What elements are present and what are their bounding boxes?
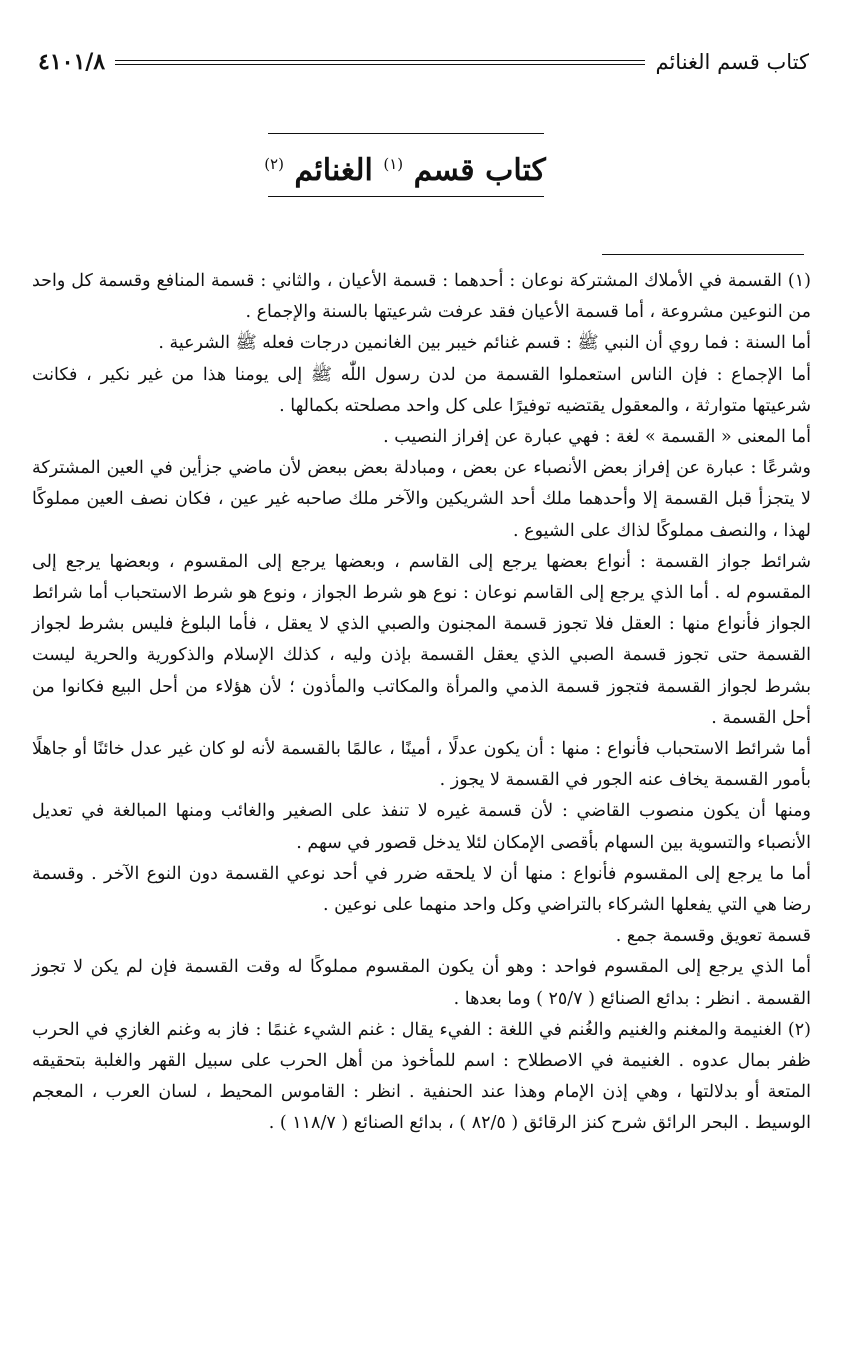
footnote-paragraph: أما المعنى « القسمة » لغة : فهي عبارة عن إفراز النصيب . bbox=[383, 427, 811, 448]
footnotes bbox=[32, 266, 811, 1140]
chapter-rule-bottom bbox=[268, 196, 544, 197]
footnote-paragraph: وشرعًا : عبارة عن إفراز بعض الأنصباء عن بعض ، ومبادلة بعض ببعض لأن ماضي جزأين في العين المشتركة لا يتجزأ قبل القسمة إلا وأحدهما ملك أحد الشريكين والآخر ملك صاحبه غير عين ، فكان نصف العين مملوكًا لهذا ، والنصف مملوكًا لذاك على الشيوع . bbox=[32, 458, 811, 541]
header-rule-line bbox=[115, 64, 645, 65]
footnote-paragraph: أما السنة : فما روي أن النبي ﷺ : قسم غنائم خيبر بين الغانمين درجات فعله ﷺ الشرعية . bbox=[158, 333, 811, 354]
footnote-paragraph: قسمة تعويق وقسمة جمع . bbox=[615, 926, 811, 947]
running-header bbox=[38, 46, 809, 78]
footnote-paragraph: (١) القسمة في الأملاك المشتركة نوعان : أحدهما : قسمة الأعيان ، والثاني : قسمة المنافع وقسمة كل واحد من النوعين مشروعة ، أما قسمة الأعيان فقد عرفت شرعيتها بالسنة والإجماع . bbox=[32, 271, 811, 323]
footnote-marker-2: (٢) bbox=[264, 155, 284, 173]
footnote-separator bbox=[602, 254, 804, 255]
footnote-paragraph: أما ما يرجع إلى المقسوم فأنواع : منها أن لا يلحقه ضرر في أحد نوعي القسمة دون النوع الآخر . وقسمة رضا هي التي يفعلها الشركاء بالتراضي وكل واحد منهما على نوعين . bbox=[32, 863, 811, 916]
footnote-marker-1: (١) bbox=[383, 155, 404, 173]
running-title: كتاب قسم الغنائم bbox=[655, 50, 809, 74]
footnote-paragraph: أما شرائط الاستحباب فأنواع : منها : أن يكون عدلًا ، أمينًا ، عالمًا بالقسمة لأنه لو كان غير عدل خائنًا أو جاهلًا بأمور القسمة يخاف عنه الجور في القسمة لا يجوز . bbox=[32, 739, 811, 791]
page-reference: ٤١٠١/٨ bbox=[38, 49, 106, 75]
chapter-title-part2: الغنائم bbox=[294, 153, 373, 188]
footnote-paragraph: أما الإجماع : فإن الناس استعملوا القسمة من لدن رسول اللّٰه ﷺ إلى يومنا هذا من غير نكير ، فكانت شرعيتها متوارثة ، والمعقول يقتضيه توفيرًا على كل واحد مصلحته بكمالها . bbox=[32, 364, 811, 416]
header-double-rule bbox=[115, 57, 645, 68]
footnote-paragraph: أما الذي يرجع إلى المقسوم فواحد : وهو أن يكون المقسوم مملوكًا له وقت القسمة فإن لم يكن لا تجوز القسمة . انظر : بدائع الصنائع ( ٢٥/٧ ) وما بعدها . bbox=[32, 957, 811, 1009]
chapter-title bbox=[230, 140, 580, 188]
header-rule-line bbox=[115, 60, 645, 61]
chapter-rule-top bbox=[268, 133, 544, 134]
footnote-paragraph: شرائط جواز القسمة : أنواع بعضها يرجع إلى القاسم ، وبعضها يرجع إلى المقسوم ، وبعضها يرجع إلى المقسوم له . أما الذي يرجع إلى القاسم نوعان : نوع هو شرط الجواز ، ونوع هو شرط الاستحباب أما شرائط الجواز فأنواع منها : العقل فلا تجوز قسمة المجنون والصبي الذي لا يعقل ، فأما البلوغ فليس بشرط لجواز القسمة حتى تجوز قسمة الصبي الذي يعقل القسمة بإذن وليه ، كذلك الإسلام والذكورية والحرية ليست بشرط لجواز القسمة فتجوز قسمة الذمي والمرأة والمكاتب والمأذون ؛ لأن هؤلاء من أحل البيع فكانوا من أحل القسمة . bbox=[32, 551, 811, 728]
footnote-paragraph: (٢) الغنيمة والمغنم والغنيم والغُنم في اللغة : الفيء يقال : غنم الشيء غنمًا : فاز به وغنم الغازي في الحرب ظفر بمال عدوه . الغنيمة في الاصطلاح : اسم للمأخوذ من أهل الحرب على سبيل القهر والغلبة بتحقيقه المتعة أو بدلالتها ، وهي إذن الإمام وهذا عند الحنفية . انظر : القاموس المحيط ، لسان العرب ، المعجم الوسيط . البحر الرائق شرح كنز الرقائق ( ٨٢/٥ ) ، بدائع الصنائع ( ١١٨/٧ ) . bbox=[32, 1019, 811, 1134]
footnote-paragraph: ومنها أن يكون منصوب القاضي : لأن قسمة غيره لا تنفذ على الصغير والغائب ومنها المبالغة في تعديل الأنصباء والتسوية بين السهام بأقصى الإمكان لئلا يدخل قصور في سهم . bbox=[32, 801, 811, 853]
chapter-title-part1: كتاب قسم bbox=[413, 153, 546, 188]
